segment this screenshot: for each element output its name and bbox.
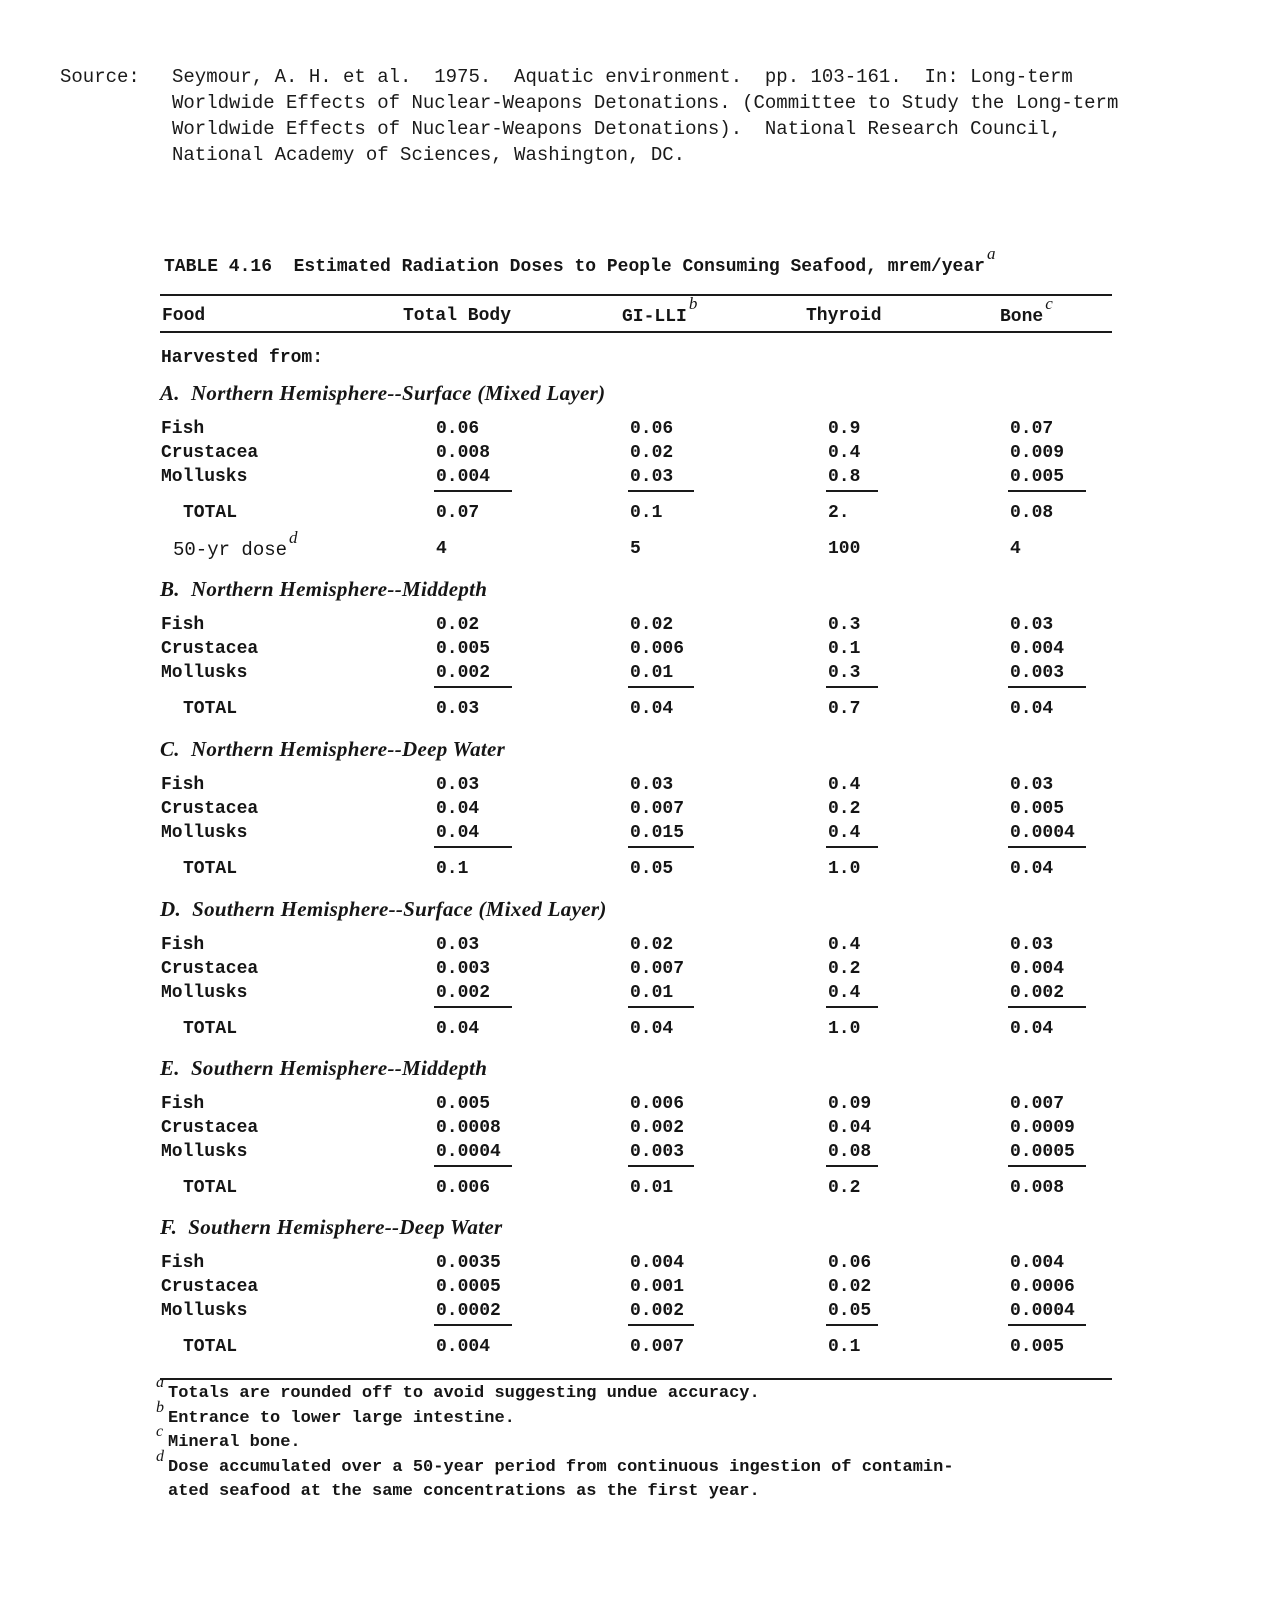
cell-thyroid: 0.05 xyxy=(828,1301,872,1321)
section-title: E. Southern Hemisphere--Middepth xyxy=(160,1056,488,1080)
row-food-label: Crustacea xyxy=(161,959,259,979)
total-bone: 0.04 xyxy=(1010,859,1054,879)
footnote-ref-d: d xyxy=(289,528,298,547)
subtotal-underline xyxy=(434,490,512,492)
total-bone: 0.04 xyxy=(1010,1019,1054,1039)
cell-total-body: 0.04 xyxy=(436,799,480,819)
cell-total-body: 0.004 xyxy=(436,467,491,487)
section-title: C. Northern Hemisphere--Deep Water xyxy=(160,737,506,761)
source-line: Worldwide Effects of Nuclear-Weapons Detonations). National Research Council, xyxy=(172,118,1062,140)
subtotal-underline xyxy=(826,490,878,492)
subtotal-underline xyxy=(826,686,878,688)
subtotal-underline xyxy=(1008,1324,1086,1326)
subtotal-underline xyxy=(1008,490,1086,492)
row-food-label: Mollusks xyxy=(161,1142,248,1162)
cell-total-body: 0.008 xyxy=(436,443,491,463)
cell-thyroid: 0.1 xyxy=(828,639,861,659)
cell-total-body: 0.0004 xyxy=(436,1142,501,1162)
cell-bone: 0.007 xyxy=(1010,1094,1065,1114)
cell-thyroid: 0.4 xyxy=(828,983,861,1003)
row-food-label: Crustacea xyxy=(161,443,259,463)
total-label: TOTAL xyxy=(183,1337,238,1357)
footnote-d xyxy=(156,1447,1128,1481)
footnote-ref-a: a xyxy=(986,244,996,263)
total-total-body: 0.04 xyxy=(436,1019,480,1039)
subtotal-underline xyxy=(628,1006,694,1008)
subtotal-underline xyxy=(434,1324,512,1326)
table-title xyxy=(164,244,996,277)
cell-bone: 0.005 xyxy=(1010,799,1065,819)
footnote-text: ated seafood at the same concentrations as the first year. xyxy=(168,1482,760,1501)
subtotal-underline xyxy=(628,490,694,492)
row-food-label: Crustacea xyxy=(161,1277,259,1297)
cell-thyroid: 0.06 xyxy=(828,1253,872,1273)
total-thyroid: 0.2 xyxy=(828,1178,861,1198)
section-title: F. Southern Hemisphere--Deep Water xyxy=(160,1215,503,1239)
footnote-c xyxy=(156,1423,1128,1456)
total-total-body: 0.006 xyxy=(436,1178,491,1198)
footnotes xyxy=(156,1374,1128,1505)
cell-gi-lli: 0.01 xyxy=(630,663,674,683)
dose-50yr-bone: 4 xyxy=(1010,539,1021,559)
footnote-mark: b xyxy=(156,1398,164,1416)
cell-gi-lli: 0.004 xyxy=(630,1253,685,1273)
row-food-label: Mollusks xyxy=(161,467,248,487)
subtotal-underline xyxy=(628,1324,694,1326)
cell-total-body: 0.04 xyxy=(436,823,480,843)
footnote-ref-c: c xyxy=(1045,294,1053,313)
subtotal-underline xyxy=(628,686,694,688)
total-gi-lli: 0.007 xyxy=(630,1337,685,1357)
header-bone-text: Bone xyxy=(1000,307,1044,327)
cell-gi-lli: 0.006 xyxy=(630,1094,685,1114)
header-gi-lli xyxy=(622,294,698,327)
subtotal-underline xyxy=(1008,686,1086,688)
subtotal-underline xyxy=(1008,1006,1086,1008)
footnote-ref-b: b xyxy=(688,294,698,313)
total-label: TOTAL xyxy=(183,1019,238,1039)
footnote-b xyxy=(156,1398,1128,1432)
cell-thyroid: 0.4 xyxy=(828,443,861,463)
cell-gi-lli: 0.001 xyxy=(630,1277,685,1297)
source-label: Source: xyxy=(60,66,140,88)
cell-bone: 0.0005 xyxy=(1010,1142,1075,1162)
cell-total-body: 0.03 xyxy=(436,935,480,955)
cell-gi-lli: 0.007 xyxy=(630,959,685,979)
cell-thyroid: 0.9 xyxy=(828,419,861,439)
footnote-mark: c xyxy=(156,1423,164,1440)
table-top-rule xyxy=(160,294,1112,296)
total-thyroid: 0.1 xyxy=(828,1337,861,1357)
cell-bone: 0.004 xyxy=(1010,959,1065,979)
cell-bone: 0.0006 xyxy=(1010,1277,1075,1297)
cell-total-body: 0.0005 xyxy=(436,1277,501,1297)
header-bone xyxy=(1000,294,1053,327)
header-gi-lli-text: GI-LLI xyxy=(622,307,687,327)
subtotal-underline xyxy=(826,1165,878,1167)
cell-bone: 0.03 xyxy=(1010,775,1054,795)
harvested-from-label: Harvested from: xyxy=(161,348,324,368)
cell-gi-lli: 0.015 xyxy=(630,823,685,843)
row-food-label: Mollusks xyxy=(161,663,248,683)
cell-bone: 0.004 xyxy=(1010,639,1065,659)
total-total-body: 0.1 xyxy=(436,859,469,879)
total-gi-lli: 0.04 xyxy=(630,1019,674,1039)
cell-bone: 0.0009 xyxy=(1010,1118,1075,1138)
section-title: D. Southern Hemisphere--Surface (Mixed Layer) xyxy=(160,897,607,921)
cell-bone: 0.004 xyxy=(1010,1253,1065,1273)
source-line: National Academy of Sciences, Washington, DC. xyxy=(172,144,686,166)
total-total-body: 0.004 xyxy=(436,1337,491,1357)
cell-total-body: 0.002 xyxy=(436,983,491,1003)
cell-thyroid: 0.2 xyxy=(828,799,861,819)
row-food-label: Fish xyxy=(161,935,205,955)
cell-gi-lli: 0.002 xyxy=(630,1301,685,1321)
footnote-text: Mineral bone. xyxy=(168,1433,301,1452)
source-line: Worldwide Effects of Nuclear-Weapons Detonations. (Committee to Study the Long-term xyxy=(172,92,1119,114)
subtotal-underline xyxy=(1008,1165,1086,1167)
section-title: A. Northern Hemisphere--Surface (Mixed Layer) xyxy=(160,381,606,405)
cell-bone: 0.03 xyxy=(1010,935,1054,955)
dose-50yr-thyroid: 100 xyxy=(828,539,861,559)
cell-total-body: 0.0035 xyxy=(436,1253,501,1273)
row-food-label: Mollusks xyxy=(161,1301,248,1321)
row-food-label: Fish xyxy=(161,1253,205,1273)
cell-gi-lli: 0.007 xyxy=(630,799,685,819)
cell-total-body: 0.005 xyxy=(436,639,491,659)
section-title: B. Northern Hemisphere--Middepth xyxy=(160,577,488,601)
total-bone: 0.08 xyxy=(1010,503,1054,523)
cell-gi-lli: 0.02 xyxy=(630,935,674,955)
header-bottom-rule xyxy=(160,331,1112,333)
row-food-label: Crustacea xyxy=(161,799,259,819)
source-text xyxy=(172,64,1212,168)
cell-total-body: 0.0002 xyxy=(436,1301,501,1321)
total-total-body: 0.03 xyxy=(436,699,480,719)
cell-thyroid: 0.3 xyxy=(828,663,861,683)
dose-50yr-label-text: 50-yr dose xyxy=(173,539,288,561)
cell-total-body: 0.0008 xyxy=(436,1118,501,1138)
footnote-mark: d xyxy=(156,1447,164,1465)
footnote-text: Totals are rounded off to avoid suggesting undue accuracy. xyxy=(168,1384,760,1403)
row-food-label: Fish xyxy=(161,1094,205,1114)
cell-total-body: 0.002 xyxy=(436,663,491,683)
footnote-text: Dose accumulated over a 50-year period from continuous ingestion of contamin- xyxy=(168,1457,954,1477)
cell-total-body: 0.005 xyxy=(436,1094,491,1114)
cell-thyroid: 0.8 xyxy=(828,467,861,487)
cell-gi-lli: 0.02 xyxy=(630,443,674,463)
total-thyroid: 1.0 xyxy=(828,1019,861,1039)
cell-thyroid: 0.08 xyxy=(828,1142,872,1162)
subtotal-underline xyxy=(434,846,512,848)
cell-bone: 0.009 xyxy=(1010,443,1065,463)
cell-gi-lli: 0.03 xyxy=(630,467,674,487)
header-thyroid: Thyroid xyxy=(806,306,882,326)
cell-total-body: 0.003 xyxy=(436,959,491,979)
cell-gi-lli: 0.002 xyxy=(630,1118,685,1138)
total-bone: 0.008 xyxy=(1010,1178,1065,1198)
subtotal-underline xyxy=(628,1165,694,1167)
subtotal-underline xyxy=(628,846,694,848)
cell-bone: 0.002 xyxy=(1010,983,1065,1003)
cell-total-body: 0.03 xyxy=(436,775,480,795)
total-gi-lli: 0.1 xyxy=(630,503,663,523)
subtotal-underline xyxy=(434,686,512,688)
cell-gi-lli: 0.03 xyxy=(630,775,674,795)
subtotal-underline xyxy=(826,1006,878,1008)
cell-thyroid: 0.09 xyxy=(828,1094,872,1114)
dose-50yr-total-body: 4 xyxy=(436,539,447,559)
cell-thyroid: 0.2 xyxy=(828,959,861,979)
subtotal-underline xyxy=(826,846,878,848)
cell-total-body: 0.06 xyxy=(436,419,480,439)
header-total-body: Total Body xyxy=(403,306,512,326)
cell-bone: 0.003 xyxy=(1010,663,1065,683)
cell-thyroid: 0.4 xyxy=(828,935,861,955)
subtotal-underline xyxy=(434,1165,512,1167)
cell-thyroid: 0.4 xyxy=(828,775,861,795)
total-label: TOTAL xyxy=(183,699,238,719)
cell-gi-lli: 0.003 xyxy=(630,1142,685,1162)
cell-gi-lli: 0.01 xyxy=(630,983,674,1003)
cell-total-body: 0.02 xyxy=(436,615,480,635)
row-food-label: Fish xyxy=(161,775,205,795)
footnote-a xyxy=(156,1374,1128,1407)
total-label: TOTAL xyxy=(183,1178,238,1198)
cell-gi-lli: 0.06 xyxy=(630,419,674,439)
table-bottom-rule xyxy=(160,1378,1112,1380)
cell-thyroid: 0.04 xyxy=(828,1118,872,1138)
row-food-label: Crustacea xyxy=(161,1118,259,1138)
cell-gi-lli: 0.02 xyxy=(630,615,674,635)
total-thyroid: 2. xyxy=(828,503,850,523)
total-label: TOTAL xyxy=(183,503,238,523)
subtotal-underline xyxy=(434,1006,512,1008)
cell-gi-lli: 0.006 xyxy=(630,639,685,659)
cell-bone: 0.0004 xyxy=(1010,1301,1075,1321)
cell-thyroid: 0.02 xyxy=(828,1277,872,1297)
row-food-label: Fish xyxy=(161,615,205,635)
total-bone: 0.04 xyxy=(1010,699,1054,719)
header-food: Food xyxy=(162,306,206,326)
total-thyroid: 1.0 xyxy=(828,859,861,879)
subtotal-underline xyxy=(826,1324,878,1326)
footnote-d-continued xyxy=(168,1480,1128,1505)
total-bone: 0.005 xyxy=(1010,1337,1065,1357)
total-gi-lli: 0.04 xyxy=(630,699,674,719)
subtotal-underline xyxy=(1008,846,1086,848)
dose-50yr-gi-lli: 5 xyxy=(630,539,641,559)
row-food-label: Crustacea xyxy=(161,639,259,659)
row-food-label: Mollusks xyxy=(161,823,248,843)
row-food-label: Mollusks xyxy=(161,983,248,1003)
cell-bone: 0.005 xyxy=(1010,467,1065,487)
table-title-text: TABLE 4.16 Estimated Radiation Doses to People Consuming Seafood, mrem/year xyxy=(164,257,985,277)
source-line: Seymour, A. H. et al. 1975. Aquatic environment. pp. 103-161. In: Long-term xyxy=(172,66,1073,88)
total-gi-lli: 0.05 xyxy=(630,859,674,879)
cell-thyroid: 0.3 xyxy=(828,615,861,635)
footnote-mark: a xyxy=(156,1374,164,1391)
dose-50yr-label xyxy=(173,528,298,561)
total-total-body: 0.07 xyxy=(436,503,480,523)
cell-bone: 0.03 xyxy=(1010,615,1054,635)
total-label: TOTAL xyxy=(183,859,238,879)
row-food-label: Fish xyxy=(161,419,205,439)
total-gi-lli: 0.01 xyxy=(630,1178,674,1198)
total-thyroid: 0.7 xyxy=(828,699,861,719)
cell-bone: 0.07 xyxy=(1010,419,1054,439)
cell-thyroid: 0.4 xyxy=(828,823,861,843)
footnote-text: Entrance to lower large intestine. xyxy=(168,1408,515,1428)
cell-bone: 0.0004 xyxy=(1010,823,1075,843)
